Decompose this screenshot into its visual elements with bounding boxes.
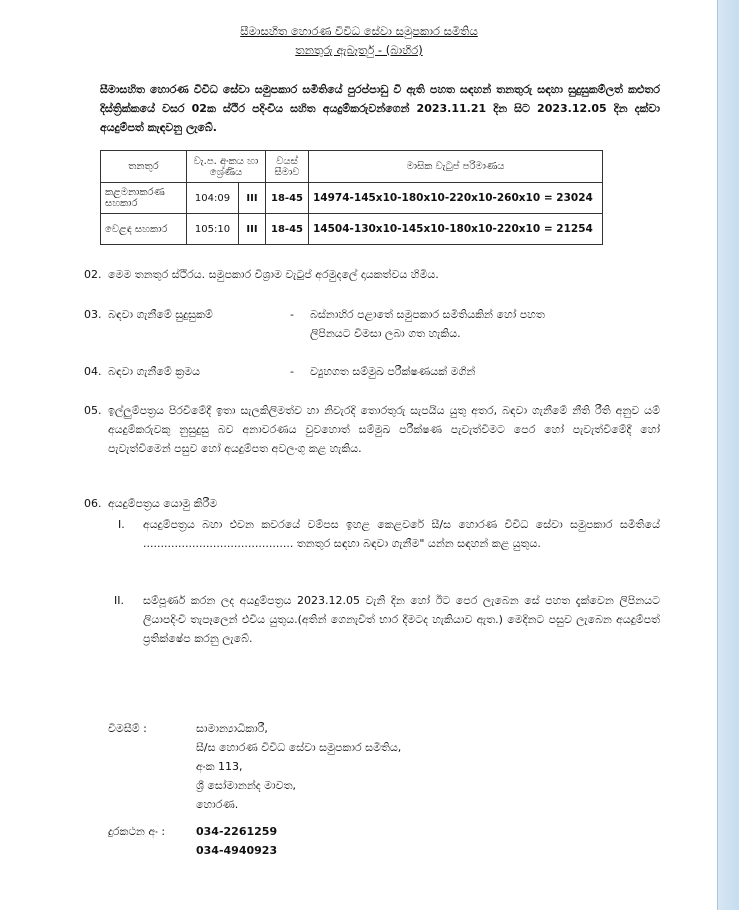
item-02-text: මෙම තනතුර ස්ථිරය. සමුපකාර විශ්‍රාම වැටුප් අරමුදලේ දායකත්වය හිමිය. xyxy=(108,268,439,281)
item-02-number: 02. xyxy=(84,268,102,281)
col-salary-header: මාසික වැටුප් පරිමාණය xyxy=(309,151,603,183)
table-header-row xyxy=(101,151,603,183)
phone-number: 034-4940923 xyxy=(196,844,278,857)
item-03-text-line1: බස්නාහිර පළාතේ සමුපකාර සමිතියකින් හෝ පහත xyxy=(310,308,545,321)
sub-item-ii-text: සම්පූර්ණ කරන ලද අයදුම්පත්‍රය 2023.12.05 වැනි දින හෝ ඊට පෙර ලැබෙන සේ පහත දැක්වෙන ලිපිනයට ලියාපදිංචි තැපෑලෙන් එවිය යුතුය.(අතින් ගෙනැවිත් භාර දීමටද හැකියාව ඇත.) මෙදිනට පසුව ලැබෙන අයදුම්පත් ප්‍රතික්ෂේප කරනු ලැබේ. xyxy=(143,594,660,645)
item-03-label: බඳවා ගැනීමේ සුදුසුකම් xyxy=(108,308,213,321)
address-line: ශ්‍රී සෝමානන්ද මාවත, xyxy=(196,779,297,792)
item-04-dash: - xyxy=(290,365,294,378)
table-row xyxy=(101,183,603,214)
item-06-title: අයදුම්පත්‍රය යොමු කිරීම xyxy=(108,497,218,510)
address-line: අංක 113, xyxy=(196,760,243,773)
salary-cell: 14504-130x10-145x10-180x10-220x10 = 21254 xyxy=(309,214,603,245)
code-cell: 104:09 xyxy=(187,183,239,214)
table-row xyxy=(101,214,603,245)
item-05-text: ඉල්ලුම්පත්‍රය පිරවීමේදී ඉතා සැලකිලිමත්ව හා නිවැරදි තොරතුරු සැපයිය යුතු අතර, බඳවා ගැනීමේ නීති රීති අනුව යම් අයදුම්කරුවකු නුසුදුසු බව අනාවරණය වුවහොත් සම්මුඛ පරීක්ෂණ පැවැත්වීමට පෙර හෝ පැවැත්වීමේදී හෝ පැවැත්වීමෙන් පසුව හෝ අයදුම්පත අවලංගු කළ හැකිය. xyxy=(108,404,660,455)
item-06-number: 06. xyxy=(84,497,102,510)
age-cell: 18-45 xyxy=(266,183,309,214)
notice-title: තනතුරු ඇබෑර්තු - (බාහිර) xyxy=(295,43,423,57)
item-04-text: ව්‍යුහගත සම්මුඛ පරීක්ෂණයක් මගින් xyxy=(310,365,476,378)
item-03-text-line2: ලිපිනයට විමසා ලබා ගත හැකිය. xyxy=(310,327,461,340)
post-cell: වෙළඳ සහකාර xyxy=(101,214,187,245)
item-03-number: 03. xyxy=(84,308,102,321)
inquiries-label: විමසීම් : xyxy=(108,722,147,735)
col-age-header: වයස් සීමාව xyxy=(266,151,309,183)
post-cell: කළමනාකරණ සහකාර xyxy=(101,183,187,214)
item-04-number: 04. xyxy=(84,365,102,378)
salary-cell: 14974-145x10-180x10-220x10-260x10 = 23024 xyxy=(309,183,603,214)
vacancy-table xyxy=(100,150,603,245)
address-line: සාමාන්‍යාධිකාරී, xyxy=(196,722,268,735)
col-post-header: තනතුර xyxy=(101,151,187,183)
phone-label: දුරකථන අං : xyxy=(108,825,166,838)
grade-cell: III xyxy=(239,183,266,214)
grade-cell: III xyxy=(239,214,266,245)
item-04-label: බඳවා ගැනීමේ ක්‍රමය xyxy=(108,365,201,378)
org-title: සීමාසහිත හොරණ විවිධ සේවා සමුපකාර සමිතිය xyxy=(240,24,478,38)
sub-item-i-text: අයදුම්පත්‍රය බහා එවන කවරයේ වම්පස ඉහළ කෙළවරේ සී/ස හොරණ විවිධ සේවා සමුපකාර සමිතියේ ........................................... තනතුර සඳහා බඳවා ගැනීම" යන්න සඳහන් කළ යුතුය. xyxy=(143,518,660,550)
intro-paragraph: සීමාසහිත හොරණ විවිධ සේවා සමුපකාර සමිතියේ පුරප්පාඩු වී ඇති පහත සඳහන් තනතුරු සඳහා සුදුසුකම්ලත් කළුතර දිස්ත්‍රික්කයේ වසර 02ක ස්ථිර පදිංචිය සහිත අයදුම්කරුවන්ගෙන් 2023.11.21 දින සිට 2023.12.05 දින දක්වා අයදුම්පත් කැඳවනු ලැබේ. xyxy=(100,83,660,134)
address-line: සී/ස හොරණ විවිධ සේවා සමුපකාර සමිතිය, xyxy=(196,741,402,754)
address-line: හොරණ. xyxy=(196,798,239,811)
viewer-side-panel xyxy=(718,0,739,910)
item-03-dash: - xyxy=(290,308,294,321)
item-05-number: 05. xyxy=(84,404,102,417)
code-cell: 105:10 xyxy=(187,214,239,245)
sub-item-ii-number: II. xyxy=(114,594,124,607)
sub-item-i-number: I. xyxy=(118,518,125,531)
col-code-header: වැ.ප. අංකය හා ශ්‍රේණිය xyxy=(187,151,266,183)
phone-number: 034-2261259 xyxy=(196,825,278,838)
age-cell: 18-45 xyxy=(266,214,309,245)
